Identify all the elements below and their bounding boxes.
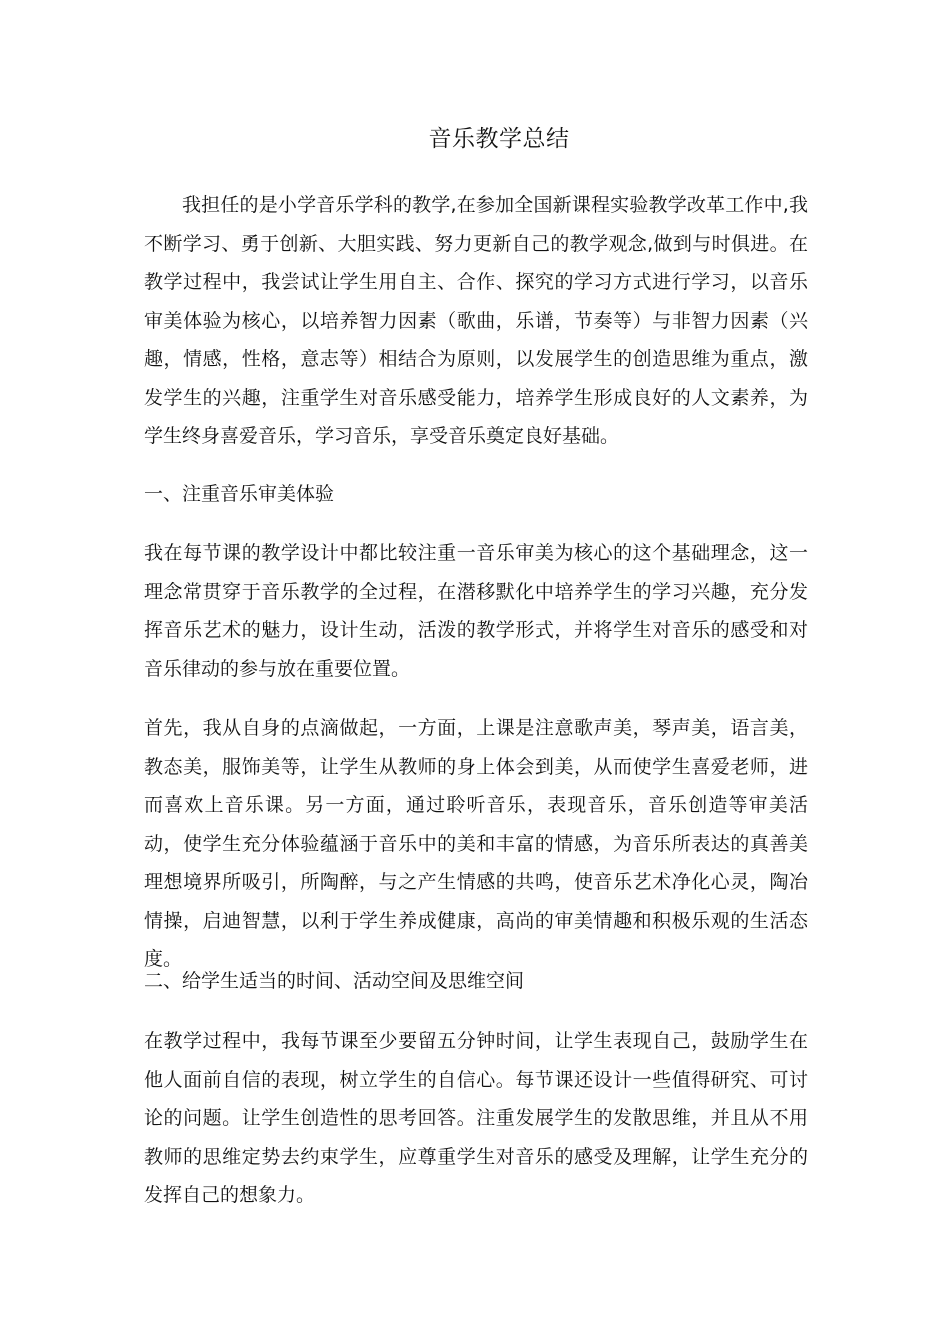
document-title: 音乐教学总结 xyxy=(428,126,570,152)
section2-paragraph-1: 在教学过程中，我每节课至少要留五分钟时间，让学生表现自己，鼓励学生在他人面前自信的表现，树立学生的自信心。每节课还设计一些值得研究、可讨论的问题。让学生创造性的思考回答。注重发展学生的发散思维，并且从不用教师的思维定势去约束学生，应尊重学生对音乐的感受及理解，让学生充分的发挥自己的想象力。 xyxy=(144,1030,808,1206)
intro-paragraph: 我担任的是小学音乐学科的教学,在参加全国新课程实验教学改革工作中,我不断学习、勇于创新、大胆实践、努力更新自己的教学观念,做到与时俱进。在教学过程中，我尝试让学生用自主、合作、探究的学习方式进行学习，以音乐审美体验为核心，以培养智力因素（歌曲，乐谱，节奏等）与非智力因素（兴趣，情感，性格，意志等）相结合为原则，以发展学生的创造思维为重点，激发学生的兴趣，注重学生对音乐感受能力，培养学生形成良好的人文素养，为学生终身喜爱音乐，学习音乐，享受音乐奠定良好基础。 xyxy=(144,194,808,447)
section1-paragraph-2: 首先，我从自身的点滴做起，一方面，上课是注意歌声美，琴声美，语言美，教态美，服饰美等，让学生从教师的身上体会到美，从而使学生喜爱老师，进而喜欢上音乐课。另一方面，通过聆听音乐，表现音乐，音乐创造等审美活动，使学生充分体验蕴涵于音乐中的美和丰富的情感，为音乐所表达的真善美理想境界所吸引，所陶醉，与之产生情感的共鸣，使音乐艺术净化心灵，陶冶情操，启迪智慧，以利于学生养成健康，高尚的审美情趣和积极乐观的生活态度。 xyxy=(144,717,808,970)
section-heading-aesthetic-experience: 一、注重音乐审美体验 xyxy=(144,483,335,505)
section1-paragraph-1: 我在每节课的教学设计中都比较注重一音乐审美为核心的这个基础理念，这一理念常贯穿于音乐教学的全过程，在潜移默化中培养学生的学习兴趣，充分发挥音乐艺术的魅力，设计生动，活泼的教学形式，并将学生对音乐的感受和对音乐律动的参与放在重要位置。 xyxy=(144,542,808,680)
section-heading-time-and-space: 二、给学生适当的时间、活动空间及思维空间 xyxy=(144,970,525,992)
